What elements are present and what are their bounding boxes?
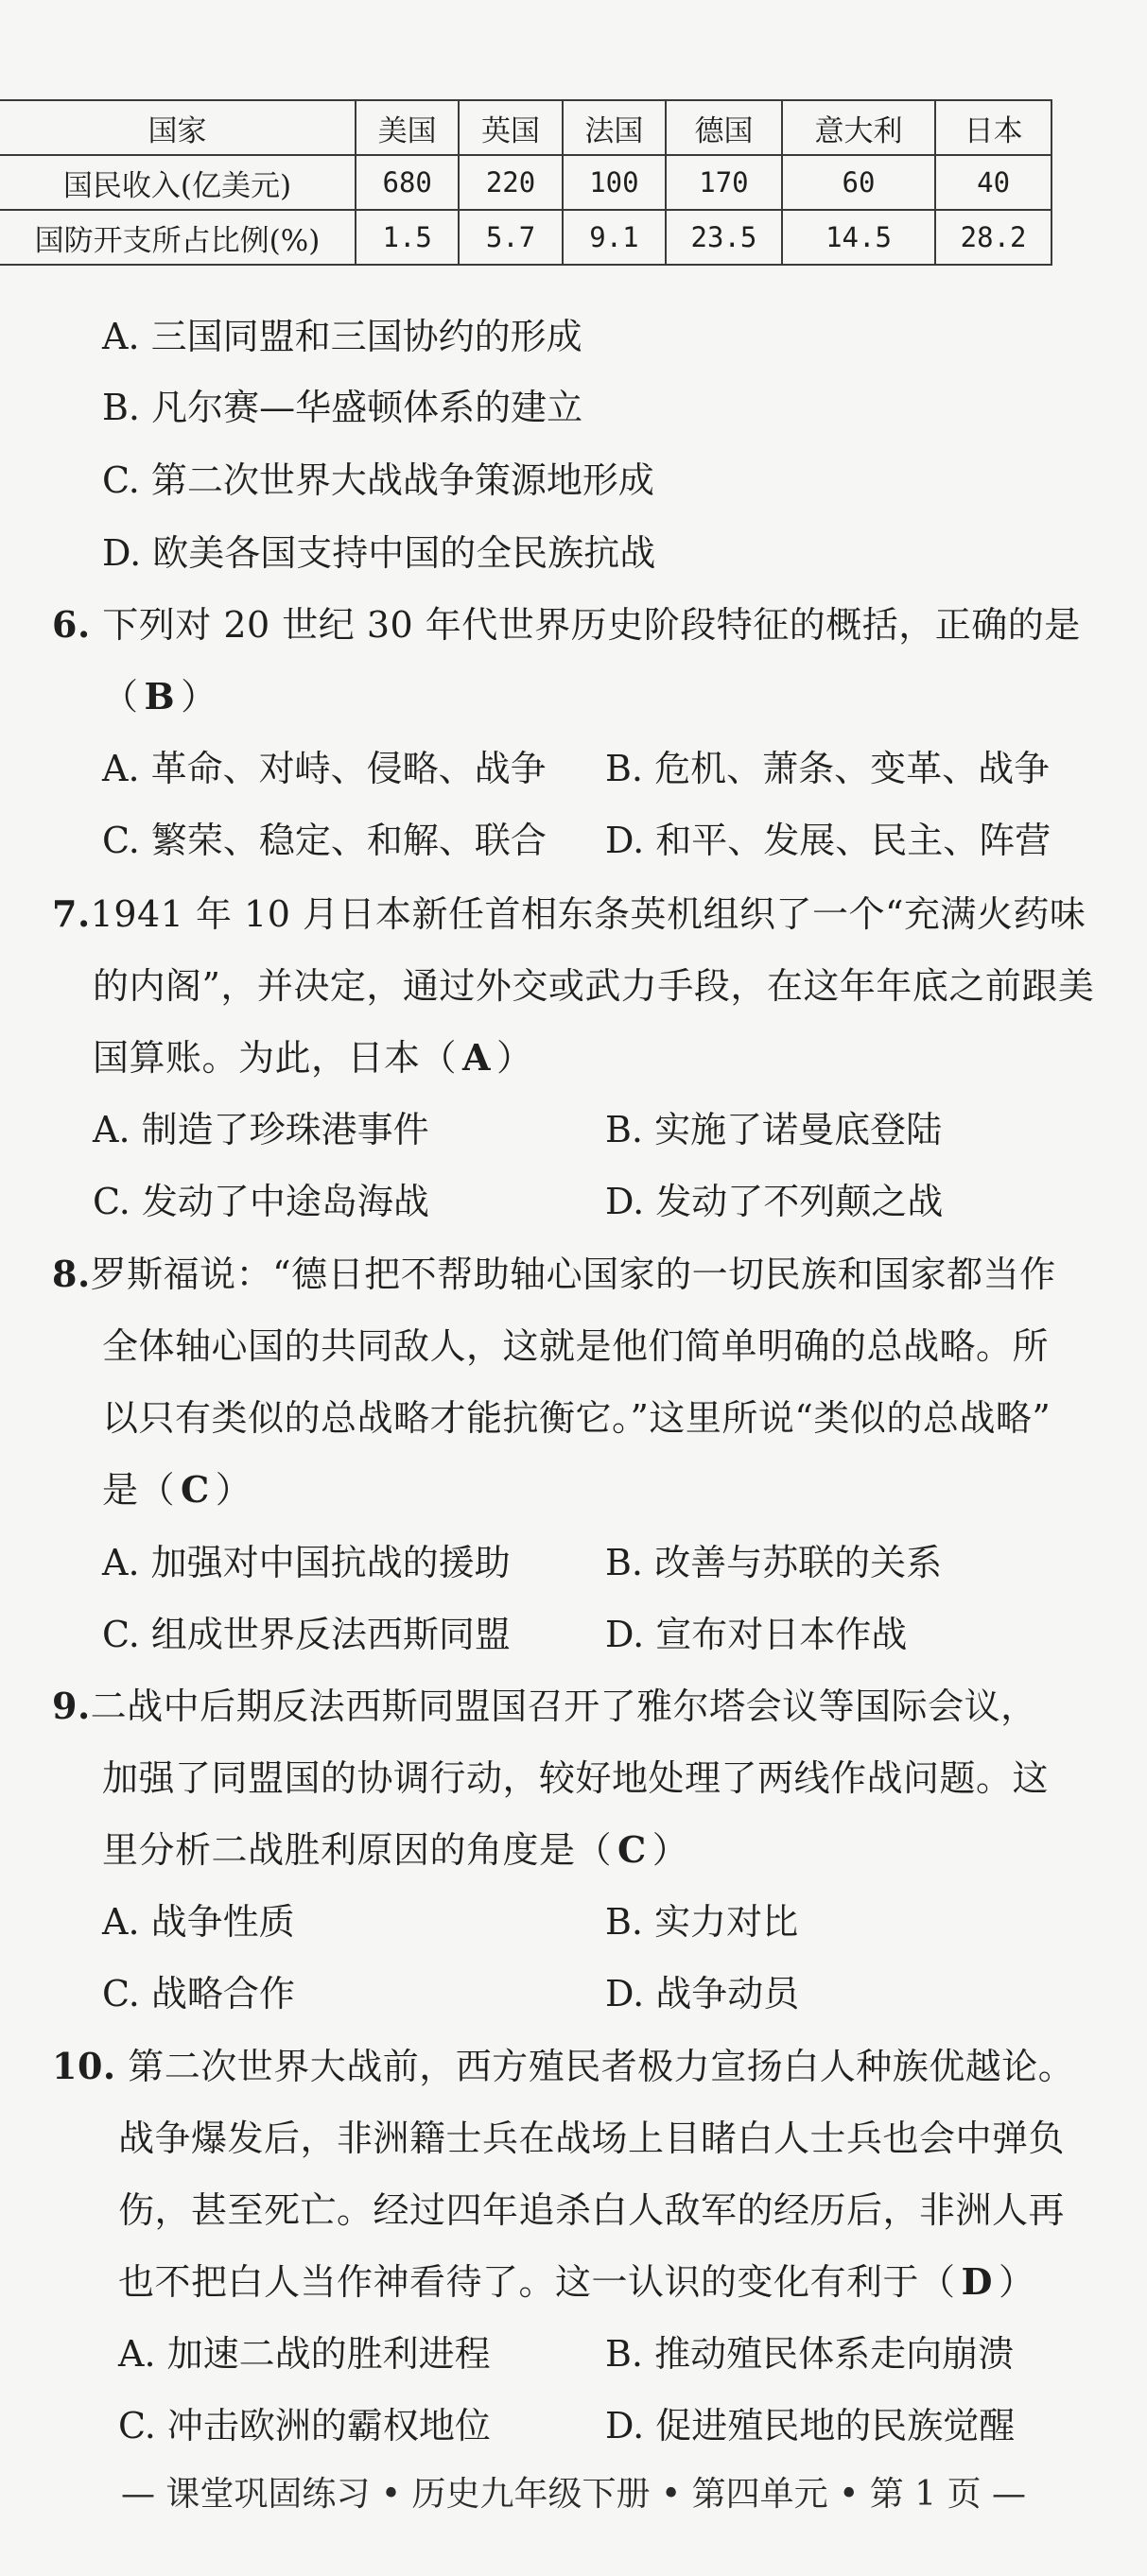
table-cell: 1.5 xyxy=(356,210,459,265)
q8-line-1 xyxy=(52,1245,1056,1297)
q7-line-1-text: 1941 年 10 月日本新任首相东条英机组织了一个“充满火药味 xyxy=(90,893,1086,935)
q8-number: 8. xyxy=(52,1253,91,1295)
table-cell: 680 xyxy=(356,155,459,210)
q6-option-b: B. 危机、萧条、变革、战争 xyxy=(605,748,1051,789)
q8-option-c: C. 组成世界反法西斯同盟 xyxy=(102,1614,511,1655)
q10-line-1 xyxy=(52,2037,1074,2089)
q8-option-d: D. 宣布对日本作战 xyxy=(605,1614,908,1655)
table-cell: 5.7 xyxy=(459,210,562,265)
table-cell: 23.5 xyxy=(666,210,782,265)
q8-line-3: 以只有类似的总战略才能抗衡它。”这里所说“类似的总战略” xyxy=(102,1397,1051,1439)
q5-option-c: C. 第二次世界大战战争策源地形成 xyxy=(102,459,654,501)
table-cell: 28.2 xyxy=(935,210,1051,265)
q10-option-b: B. 推动殖民体系走向崩溃 xyxy=(605,2333,1015,2375)
q7-paren-close: ） xyxy=(496,1037,533,1079)
q10-line-4 xyxy=(118,2253,1034,2305)
q7-option-a: A. 制造了珍珠港事件 xyxy=(93,1109,429,1150)
q9-paren-close: ） xyxy=(652,1829,689,1871)
q6-option-d: D. 和平、发展、民主、阵营 xyxy=(605,820,1051,861)
q7-answer: A xyxy=(462,1036,491,1079)
q7-option-d: D. 发动了不列颠之战 xyxy=(605,1181,944,1222)
q9-line-2: 加强了同盟国的协调行动，较好地处理了两线作战问题。这 xyxy=(102,1757,1050,1799)
q10-line-4-text: 也不把白人当作神看待了。这一认识的变化有利于（ xyxy=(118,2261,956,2303)
q9-answer: C xyxy=(617,1828,647,1871)
table-header-row xyxy=(0,100,1051,155)
q9-line-1-text: 二战中后期反法西斯同盟国召开了雅尔塔会议等国际会议， xyxy=(90,1686,1037,1727)
q10-option-d: D. 促进殖民地的民族觉醒 xyxy=(605,2405,1016,2446)
q6-option-c: C. 繁荣、稳定、和解、联合 xyxy=(102,820,547,861)
q7-line-2: 的内阁”，并决定，通过外交或武力手段，在这年年底之前跟美 xyxy=(93,965,1095,1007)
page-footer: — 课堂巩固练习 • 历史九年级下册 • 第四单元 • 第 1 页 — xyxy=(120,2475,1027,2514)
q9-number: 9. xyxy=(52,1685,91,1727)
q10-line-3: 伤，甚至死亡。经过四年追杀白人敌军的经历后，非洲人再 xyxy=(118,2189,1066,2231)
q8-option-b: B. 改善与苏联的关系 xyxy=(605,1542,943,1583)
table-cell: 60 xyxy=(782,155,935,210)
table-cell: 14.5 xyxy=(782,210,935,265)
table-header-cell: 日本 xyxy=(935,100,1051,155)
q10-paren-close: ） xyxy=(998,2261,1035,2303)
q7-option-c: C. 发动了中途岛海战 xyxy=(93,1181,429,1222)
q10-line-2: 战争爆发后，非洲籍士兵在战场上目睹白人士兵也会中弹负 xyxy=(118,2118,1066,2159)
q9-line-3-text: 里分析二战胜利原因的角度是（ xyxy=(102,1829,613,1871)
q6-answer: B xyxy=(144,675,176,717)
q8-line-4-text: 是（ xyxy=(102,1469,176,1511)
table-header-cell: 国家 xyxy=(0,100,356,155)
q6-stem-text: 下列对 20 世纪 30 年代世界历史阶段特征的概括，正确的是 xyxy=(102,604,1081,646)
table-cell: 40 xyxy=(935,155,1051,210)
q8-line-2: 全体轴心国的共同敌人，这就是他们简单明确的总战略。所 xyxy=(102,1325,1050,1367)
q7-line-1 xyxy=(52,885,1086,937)
q9-line-1 xyxy=(52,1677,1037,1729)
table-header-cell: 英国 xyxy=(459,100,562,155)
table-row xyxy=(0,155,1051,210)
table-cell: 170 xyxy=(666,155,782,210)
table-header-cell: 德国 xyxy=(666,100,782,155)
q5-option-a: A. 三国同盟和三国协约的形成 xyxy=(102,316,582,357)
q9-line-3 xyxy=(102,1821,688,1873)
table-cell: 100 xyxy=(563,155,666,210)
table-header-cell: 法国 xyxy=(563,100,666,155)
q9-option-c: C. 战略合作 xyxy=(102,1973,295,2014)
q9-option-d: D. 战争动员 xyxy=(605,1973,800,2014)
table-row xyxy=(0,210,1051,265)
q8-line-1-text: 罗斯福说：“德日把不帮助轴心国家的一切民族和国家都当作 xyxy=(90,1253,1056,1295)
q5-option-d: D. 欧美各国支持中国的全民族抗战 xyxy=(102,532,656,574)
q6-answer-line xyxy=(102,667,217,719)
q6-stem xyxy=(52,596,1081,648)
q10-option-c: C. 冲击欧洲的霸权地位 xyxy=(118,2405,491,2446)
table-row-label: 国民收入(亿美元) xyxy=(0,155,356,210)
q7-option-b: B. 实施了诺曼底登陆 xyxy=(605,1109,943,1150)
q5-option-b: B. 凡尔赛—华盛顿体系的建立 xyxy=(102,387,583,428)
q9-option-a: A. 战争性质 xyxy=(102,1901,295,1943)
table-cell: 9.1 xyxy=(563,210,666,265)
q7-line-3 xyxy=(93,1029,533,1081)
q7-line-3-text: 国算账。为此，日本（ xyxy=(93,1037,458,1079)
q10-answer: D xyxy=(961,2260,993,2303)
q10-line-1-text: 第二次世界大战前，西方殖民者极力宣扬白人种族优越论。 xyxy=(128,2046,1075,2087)
q6-paren-close: ） xyxy=(181,676,217,717)
q6-paren-open: （ xyxy=(102,676,139,717)
q9-option-b: B. 实力对比 xyxy=(605,1901,799,1943)
q6-number: 6. xyxy=(52,603,91,646)
q10-number: 10. xyxy=(52,2045,116,2087)
data-table xyxy=(0,99,1052,266)
q8-option-a: A. 加强对中国抗战的援助 xyxy=(102,1542,511,1583)
q8-line-4 xyxy=(102,1461,252,1513)
q8-paren-close: ） xyxy=(215,1469,252,1511)
q7-number: 7. xyxy=(52,892,91,935)
table-header-cell: 意大利 xyxy=(782,100,935,155)
table-header-cell: 美国 xyxy=(356,100,459,155)
table-row-label: 国防开支所占比例(%) xyxy=(0,210,356,265)
q6-option-a: A. 革命、对峙、侵略、战争 xyxy=(102,748,547,789)
q10-option-a: A. 加速二战的胜利进程 xyxy=(118,2333,491,2375)
q8-answer: C xyxy=(181,1468,210,1511)
table-cell: 220 xyxy=(459,155,562,210)
